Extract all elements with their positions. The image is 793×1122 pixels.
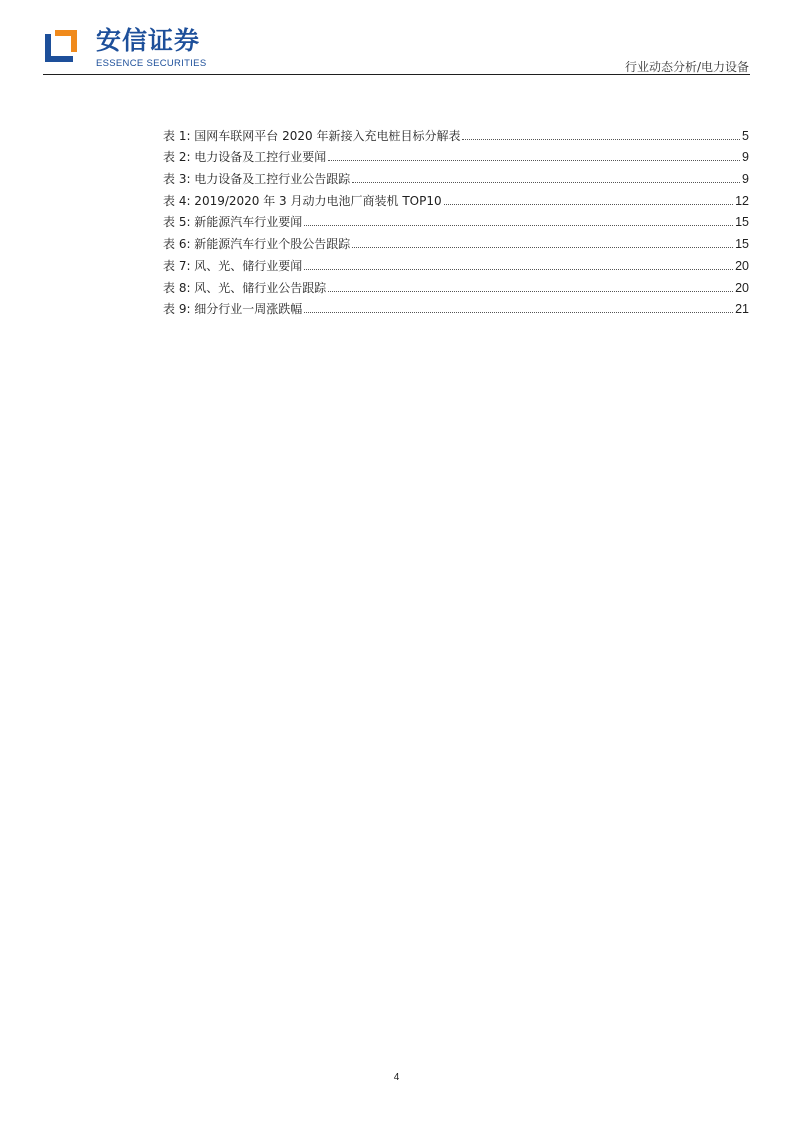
dot-leader [304,224,733,226]
dot-leader [304,311,733,313]
toc-item-page: 20 [735,280,749,295]
toc-item[interactable] [163,229,749,251]
toc-item-label: 表 3: 电力设备及工控行业公告跟踪 [163,172,351,187]
toc-item[interactable] [163,295,749,317]
toc-item-label: 表 1: 国网车联网平台 2020 年新接入充电桩目标分解表 [163,128,461,143]
brand-name-en: ESSENCE SECURITIES [96,58,207,69]
toc-item-label: 表 4: 2019/2020 年 3 月动力电池厂商装机 TOP10 [163,193,442,208]
dot-leader [352,246,733,248]
dot-leader [304,268,733,270]
logo-icon [43,28,79,64]
dot-leader [328,290,733,292]
brand-name-cn: 安信证券 [96,26,201,55]
toc-item-label: 表 7: 风、光、储行业要闻 [163,258,303,273]
toc-item-page: 12 [735,193,749,208]
dot-leader [462,138,740,140]
dot-leader [328,159,740,161]
dot-leader [352,181,740,183]
toc-item[interactable] [163,121,749,143]
toc-item-label: 表 5: 新能源汽车行业要闻 [163,215,303,230]
toc-item[interactable] [163,273,749,295]
toc-item[interactable] [163,208,749,230]
toc-item-page: 5 [742,128,749,143]
toc-item-label: 表 2: 电力设备及工控行业要闻 [163,150,327,165]
toc-item-page: 9 [742,172,749,187]
toc-item-label: 表 6: 新能源汽车行业个股公告跟踪 [163,237,351,252]
toc-item-page: 9 [742,150,749,165]
page-number: 4 [393,1072,400,1083]
page-header [0,0,793,80]
toc-item-page: 21 [735,302,749,317]
toc-item[interactable] [163,186,749,208]
toc-item-label: 表 9: 细分行业一周涨跌幅 [163,302,303,317]
toc-item-page: 20 [735,258,749,273]
report-section: 行业动态分析/电力设备 [624,60,749,74]
toc-item[interactable] [163,164,749,186]
dot-leader [444,203,733,205]
toc-item-page: 15 [735,215,749,230]
toc-item-page: 15 [735,237,749,252]
table-list [163,121,749,316]
toc-item[interactable] [163,251,749,273]
toc-item-label: 表 8: 风、光、储行业公告跟踪 [163,280,327,295]
header-divider [43,74,750,75]
toc-item[interactable] [163,143,749,165]
